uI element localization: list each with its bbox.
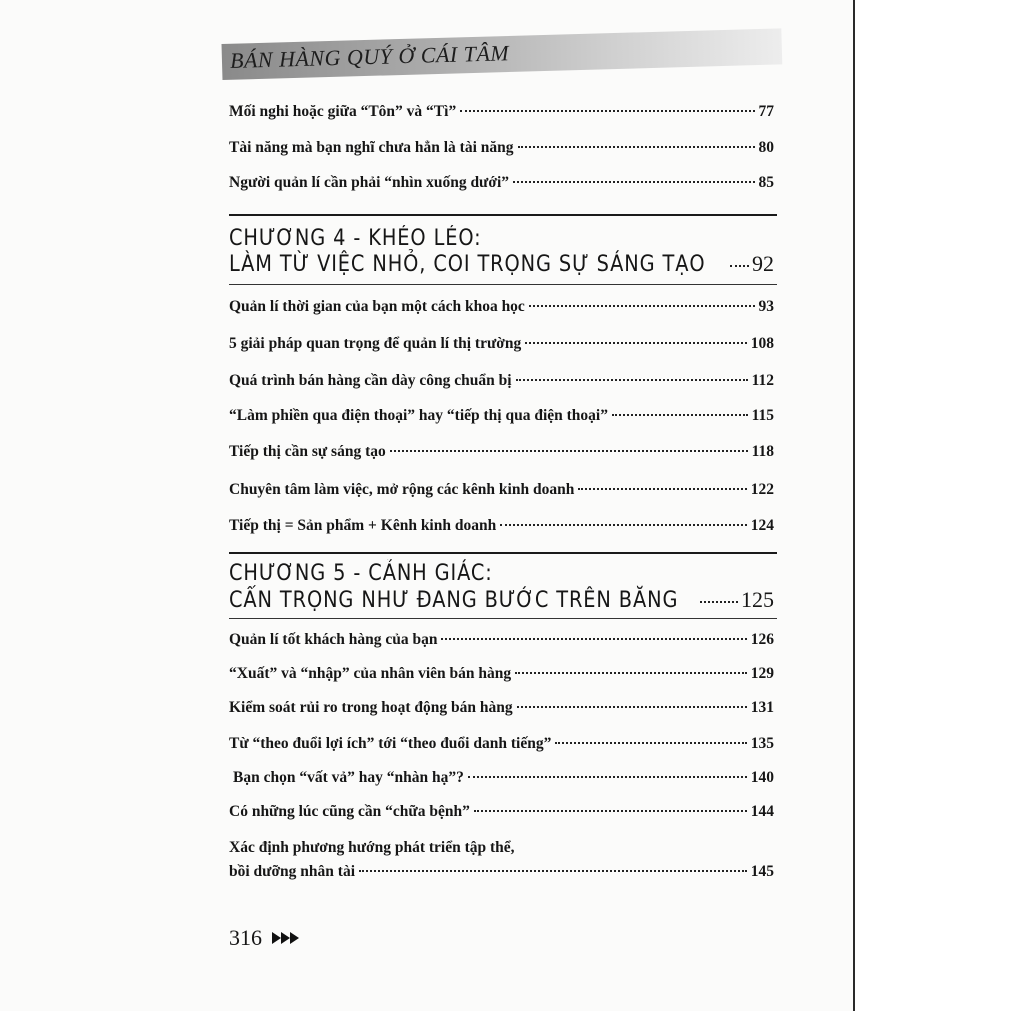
toc-entry-page: 129 — [750, 665, 774, 682]
running-header-title: BÁN HÀNG QUÝ Ở CÁI TÂM — [229, 40, 510, 73]
toc-entry-page: 77 — [758, 103, 774, 120]
toc-entry — [229, 862, 774, 882]
toc-entry-page: 112 — [751, 372, 774, 389]
toc-entry — [229, 480, 774, 500]
toc-entry — [229, 406, 774, 426]
toc-entry — [229, 442, 774, 462]
toc-entry-page: 122 — [750, 481, 774, 498]
dot-leader — [474, 810, 747, 812]
dot-leader — [390, 450, 748, 452]
toc-entry — [229, 102, 774, 122]
toc-entry-title: Bạn chọn “vất vả” hay “nhàn hạ”? — [233, 769, 464, 786]
dot-leader — [441, 638, 746, 640]
dot-leader — [612, 414, 748, 416]
toc-entry-page: 145 — [750, 863, 774, 880]
toc-entry-title: Người quản lí cần phải “nhìn xuống dưới” — [229, 174, 509, 191]
triple-arrow-icon — [272, 932, 299, 944]
dot-leader — [555, 742, 746, 744]
toc-entry-title: Từ “theo đuổi lợi ích” tới “theo đuổi danh tiếng” — [229, 735, 552, 752]
dot-leader — [730, 265, 749, 267]
toc-entry-title: Tiếp thị cần sự sáng tạo — [229, 443, 386, 460]
toc-entry-title-line1: Xác định phương hướng phát triển tập thể, — [229, 839, 515, 856]
toc-entry-title-line2: bồi dưỡng nhân tài — [229, 863, 356, 880]
toc-entry-title: Quá trình bán hàng cần dày công chuẩn bị — [229, 372, 512, 389]
dot-leader — [578, 488, 746, 490]
toc-entry-title: Tài năng mà bạn nghĩ chưa hẳn là tài năng — [229, 139, 514, 156]
toc-entry — [233, 768, 774, 788]
chapter-5-subtitle: CẨN TRỌNG NHƯ ĐANG BƯỚC TRÊN BĂNG — [229, 588, 679, 613]
adjacent-page-edge — [853, 0, 1011, 1011]
toc-entry-page: 126 — [750, 631, 774, 648]
toc-entry — [229, 516, 774, 536]
toc-entry-title: Quản lí thời gian của bạn một cách khoa học — [229, 298, 525, 315]
toc-entry-title: Quản lí tốt khách hàng của bạn — [229, 631, 438, 648]
section-divider — [229, 552, 777, 554]
toc-entry — [229, 334, 774, 354]
section-divider — [229, 214, 777, 216]
toc-entry — [229, 630, 774, 650]
toc-entry-page: 85 — [758, 174, 774, 191]
toc-entry-page: 135 — [750, 735, 774, 752]
toc-entry-title: Kiểm soát rủi ro trong hoạt động bán hàng — [229, 699, 513, 716]
page-footer — [229, 925, 299, 951]
dot-leader — [460, 110, 754, 112]
toc-entry — [229, 664, 774, 684]
toc-entry — [229, 698, 774, 718]
dot-leader — [468, 776, 747, 778]
toc-entry — [229, 173, 774, 193]
toc-entry — [229, 734, 774, 754]
toc-entry-page: 140 — [750, 769, 774, 786]
toc-entry-page: 144 — [750, 803, 774, 820]
page-number: 316 — [229, 925, 262, 950]
chapter-4-subtitle: LÀM TỪ VIỆC NHỎ, COI TRỌNG SỰ SÁNG TẠO — [229, 252, 706, 277]
toc-entry-page: 131 — [750, 699, 774, 716]
chapter-underline — [229, 284, 777, 285]
toc-entry-page: 124 — [750, 517, 774, 534]
toc-entry — [229, 371, 774, 391]
toc-entry — [229, 138, 774, 158]
dot-leader — [500, 524, 747, 526]
dot-leader — [529, 305, 755, 307]
chapter-4-heading-line2 — [229, 251, 774, 277]
dot-leader — [515, 672, 747, 674]
toc-entry — [229, 802, 774, 822]
dot-leader — [518, 146, 755, 148]
dot-leader — [513, 181, 755, 183]
dot-leader — [517, 706, 747, 708]
dot-leader — [525, 342, 747, 344]
chapter-underline — [229, 618, 777, 619]
toc-entry-title: Tiếp thị = Sản phẩm + Kênh kinh doanh — [229, 517, 497, 534]
toc-entry-page: 80 — [758, 139, 774, 156]
toc-entry-title: 5 giải pháp quan trọng để quản lí thị trường — [229, 335, 522, 352]
toc-entry-page: 108 — [750, 335, 774, 352]
toc-entry — [229, 297, 774, 317]
toc-entry-title: “Xuất” và “nhập” của nhân viên bán hàng — [229, 665, 512, 682]
chapter-4-heading-line1: CHƯƠNG 4 - KHÉO LÉO: — [229, 226, 482, 251]
toc-entry-title: Có những lúc cũng cần “chữa bệnh” — [229, 803, 470, 820]
dot-leader — [700, 601, 738, 603]
toc-entry-page: 115 — [751, 407, 774, 424]
chapter-5-heading-line1: CHƯƠNG 5 - CẢNH GIÁC: — [229, 561, 493, 586]
dot-leader — [516, 379, 748, 381]
toc-entry-title: “Làm phiền qua điện thoại” hay “tiếp thị qua điện thoại” — [229, 407, 608, 424]
chapter-5-page: 125 — [741, 587, 774, 612]
toc-entry-title: Mối nghi hoặc giữa “Tôn” và “Tì” — [229, 103, 457, 120]
dot-leader — [359, 870, 747, 872]
chapter-4-page: 92 — [752, 251, 774, 276]
toc-entry-page: 118 — [751, 443, 774, 460]
toc-entry-page: 93 — [758, 298, 774, 315]
chapter-5-heading-line2 — [229, 587, 774, 613]
toc-entry-title: Chuyên tâm làm việc, mở rộng các kênh kinh doanh — [229, 481, 575, 498]
